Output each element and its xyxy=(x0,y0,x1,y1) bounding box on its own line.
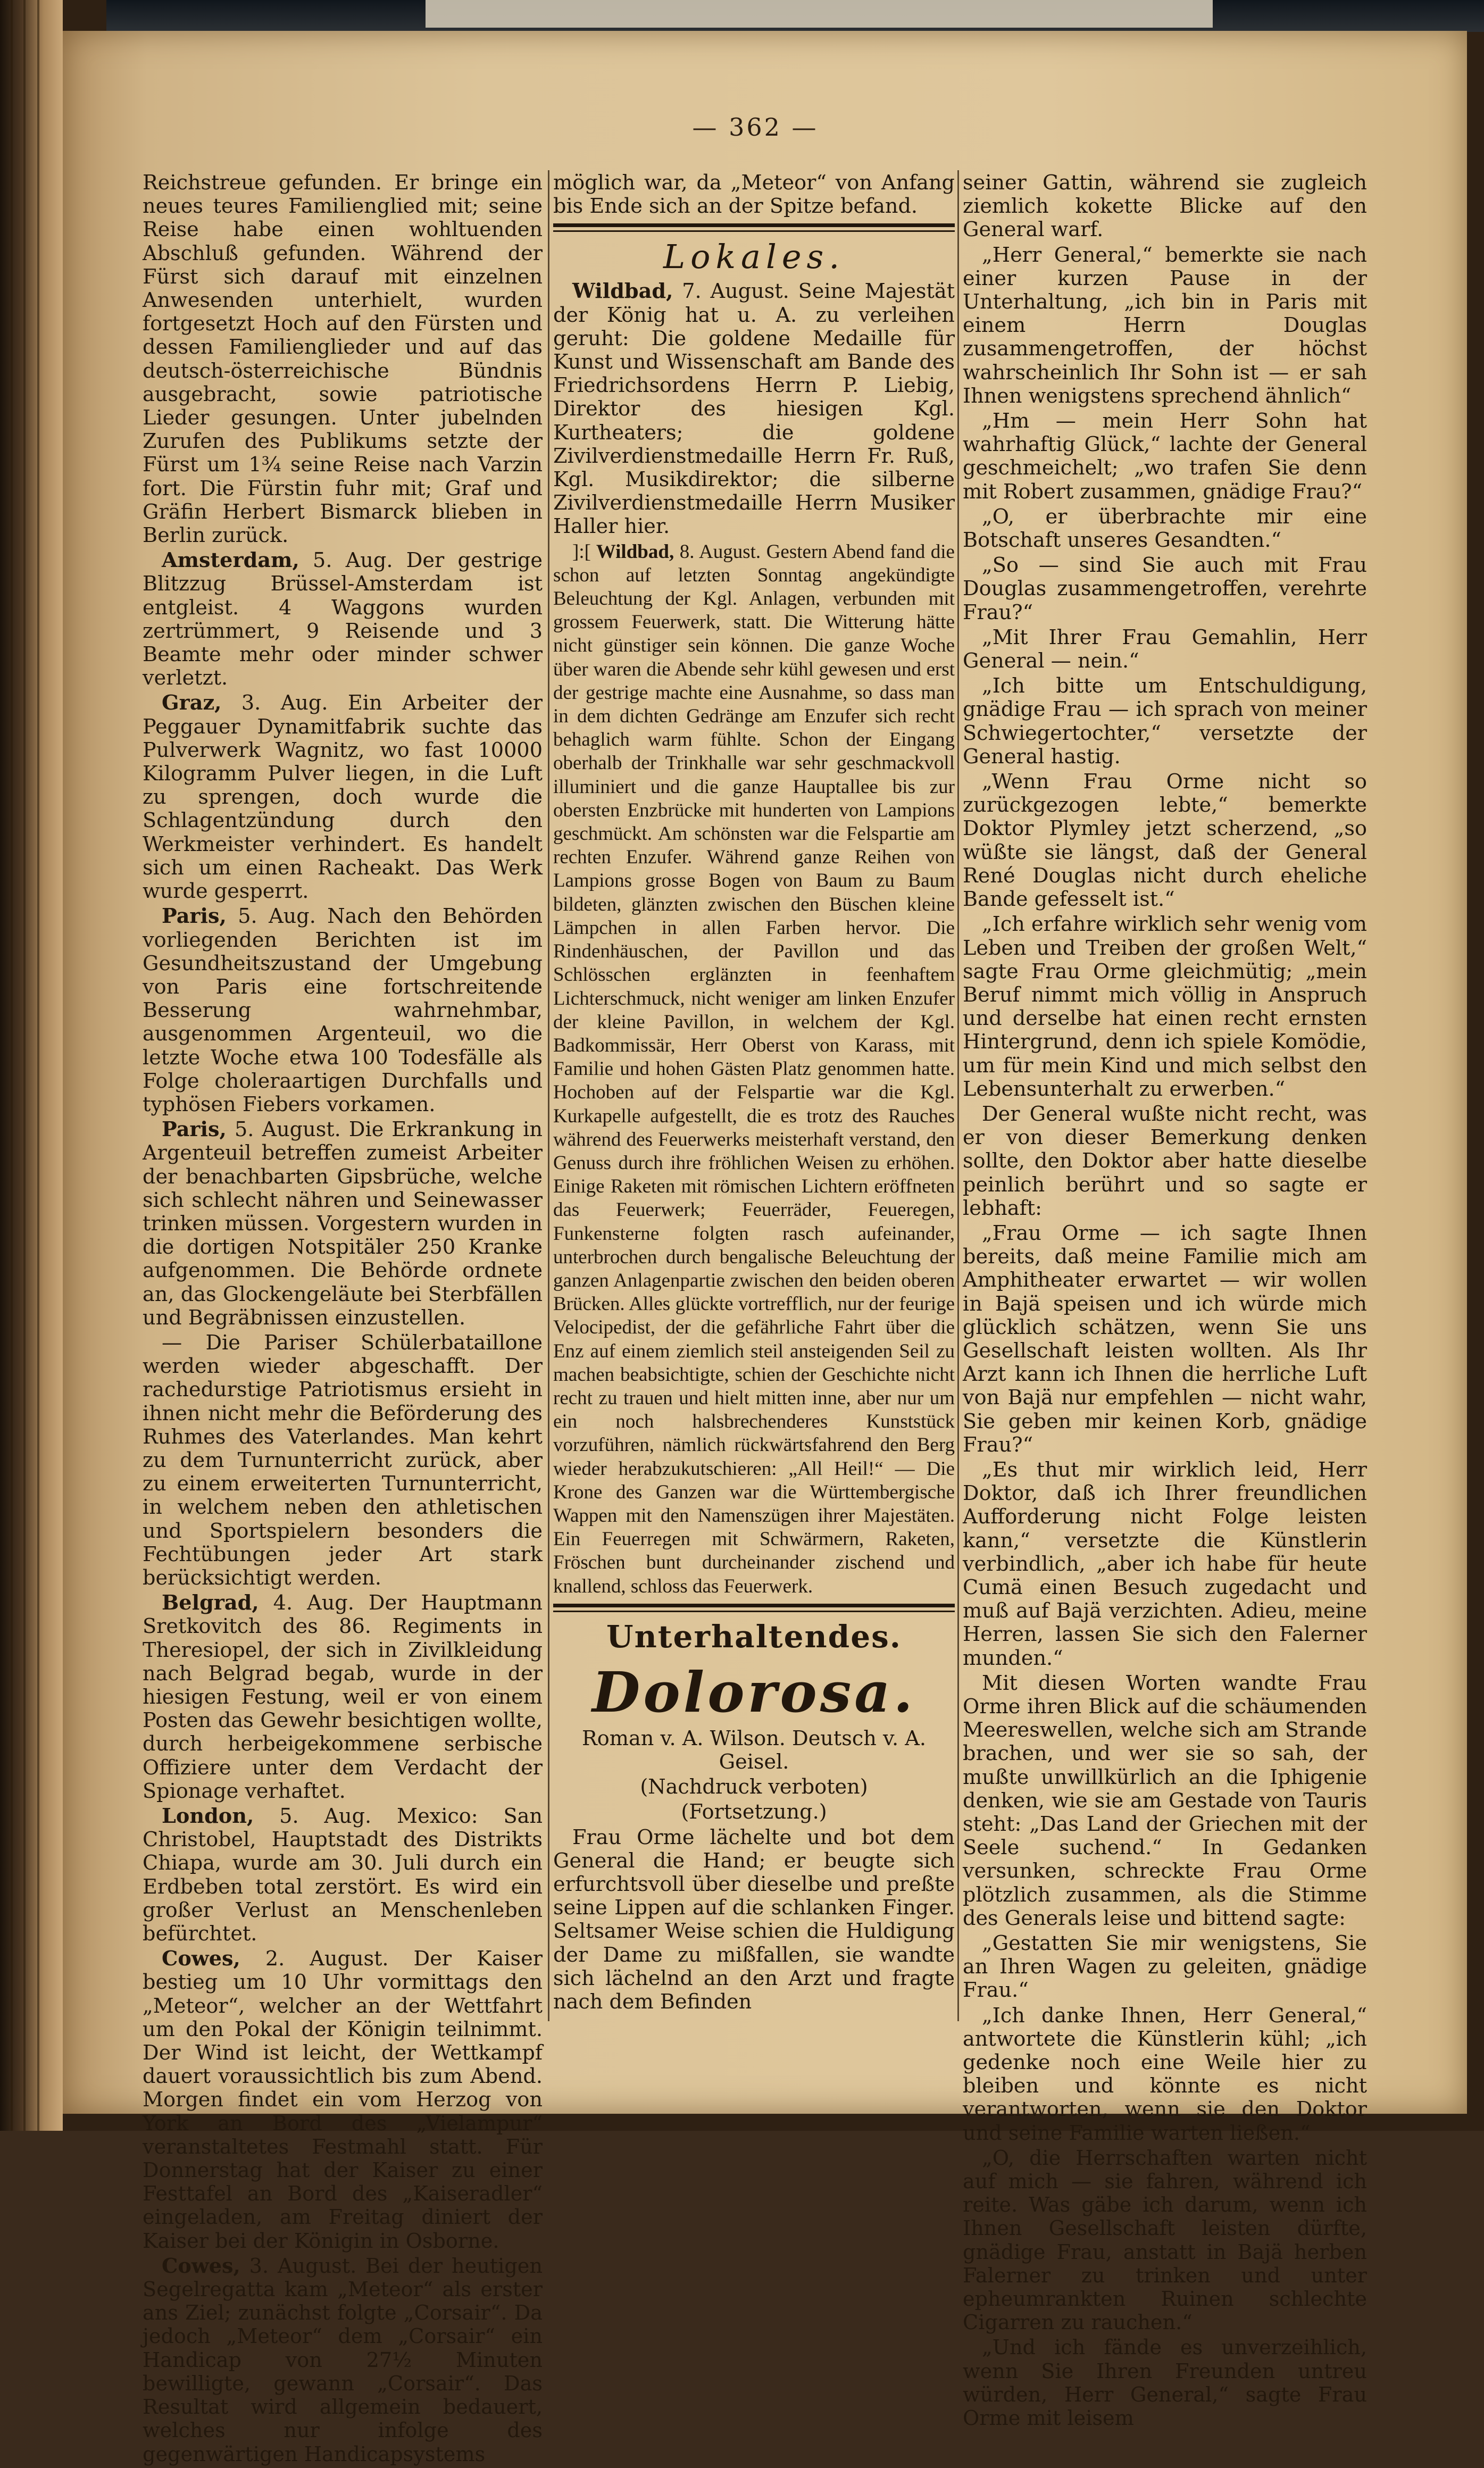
col3-paragraph: Mit diesen Worten wandte Frau Orme ihren Blick auf die schäumenden Meereswellen, welche sich am Strande brachen, und wer sie so sah, der mußte unwillkürlich an die Iphigenie denken, wie sie am Gestade von Tauris steht: „Das Land der Griechen mit der Seele suchend.“ In Gedanken versunken, schreckte Frau Orme plötzlich zusammen, als die Stimme des Generals leise und bittend sagte: xyxy=(963,1671,1367,1930)
paragraph-text: 4. Aug. Der Hauptmann Sretkovitch des 86. Regiments in Theresiopel, der sich in Zivilkleidung nach Belgrad begab, wurde in der hiesigen Festung, weil er von einem Posten das Gewehr besichtigen wollte, durch herbeigekommene serbische Offiziere unter dem Verdacht der Spionage verhaftet. xyxy=(143,1591,543,1803)
col2-top-paragraph: möglich war, da „Meteor“ von Anfang bis Ende sich an der Spitze befand. xyxy=(553,171,955,219)
novel-title: Dolorosa. xyxy=(592,1659,916,1725)
column-3 xyxy=(963,171,1367,2432)
col3-paragraph: „Ich danke Ihnen, Herr General,“ antwortete die Künstlerin kühl; „ich gedenke noch eine Weile hier zu bleiben und könnte es nicht verantworten, wenn sie den Doktor und seine Familie warten ließen.“ xyxy=(963,2004,1367,2145)
col3-paragraph: „Gestatten Sie mir wenigstens, Sie an Ihren Wagen zu geleiten, gnädige Frau.“ xyxy=(963,1932,1367,2003)
paragraph-text: 2. August. Der Kaiser bestieg um 10 Uhr vormittags den „Meteor“, welcher an der Wettfahrt um den Pokal der Königin teilnimmt. Der Wind ist leicht, der Wettkampf dauert voraussichtlich bis zum Abend. Morgen findet ein vom Herzog von York an Bord des „Vielampur“ veranstaltetes Festmahl statt. Für Donnerstag hat der Kaiser zu einer Festtafel an Bord des „Kaiseradler“ eingeladen, am Freitag diniert der Kaiser bei der Königin in Osborne. xyxy=(143,1947,543,2253)
col1-paragraph xyxy=(143,1947,543,2253)
col1-paragraph xyxy=(143,691,543,903)
col3-paragraph: „So — sind Sie auch mit Frau Douglas zusammengetroffen, verehrte Frau?“ xyxy=(963,554,1367,624)
col1-paragraph xyxy=(143,1118,543,1330)
dateline: Graz, xyxy=(162,691,222,715)
col1-paragraph xyxy=(143,1331,543,1590)
unterhaltendes-heading: Unterhaltendes. xyxy=(606,1618,902,1655)
dateline: Cowes, xyxy=(162,1947,240,1971)
section-rule xyxy=(553,223,955,227)
novel-paragraph: Frau Orme lächelte und bot dem General die Hand; er beugte sich erfurchtsvoll über dieselbe und preßte seine Lippen auf die schlanken Finger. Seltsamer Weise schien die Huldigung der Dame zu mißfallen, sie wandte sich lächelnd an den Arzt und fragte nach dem Befinden xyxy=(553,1825,955,2014)
col3-paragraph: „Herr General,“ bemerkte sie nach einer kurzen Pause in der Unterhaltung, „ich bin in Paris mit einem Herrn Douglas zusammengetroffen, der höchst wahrscheinlich Ihr Sohn ist — er sah Ihnen wenigstens sprechend ähnlich“ xyxy=(963,243,1367,408)
dateline: London, xyxy=(162,1804,254,1829)
col1-paragraph xyxy=(143,1805,543,1946)
wildbad-text: 7. August. Seine Majestät der König hat u. A. zu verleihen geruht: Die goldene Medaille für Kunst und Wissenschaft am Bande des Friedrichsordens Herrn P. Liebig, Direktor des hiesigen Kgl. Kurtheaters; die goldene Zivilverdienstmedaille Herrn Fr. Ruß, Kgl. Musikdirektor; die silberne Zivilverdienstmedaille Herrn Musiker Haller hier. xyxy=(553,280,955,539)
col3-paragraph: seiner Gattin, während sie zugleich ziemlich kokette Blicke auf den General warf. xyxy=(963,171,1367,242)
col3-paragraph: „Wenn Frau Orme nicht so zurückgezogen lebte,“ bemerkte Doktor Plymley jetzt scherzend, „so wüßte sie längst, daß der General René Douglas nicht durch eheliche Bande gefesselt ist.“ xyxy=(963,770,1367,912)
wildbad-item-1 xyxy=(553,280,955,538)
col3-paragraph: Der General wußte nicht recht, was er von dieser Bemerkung denken sollte, den Doktor aber hatte dieselbe peinlich berührt und so sagte er lebhaft: xyxy=(963,1102,1367,1220)
section-rule-2 xyxy=(553,1604,955,1607)
scan-top-edge xyxy=(106,0,1484,32)
wildbad-lead-2: Wildbad, xyxy=(590,540,674,563)
book-spine xyxy=(0,0,63,2131)
wildbad-text-2: 8. August. Gestern Abend fand die schon auf letzten Sonntag angekündigte Beleuchtung der Kgl. Anlagen, verbunden mit grossem Feuerwerk, statt. Die Witterung hätte nicht günstiger sein können. Die ganze Woche über waren die Abende sehr kühl gewesen und erst der gestrige machte eine Ausnahme, so dass man in dem dichten Gedränge am Enzufer sich recht behaglich warm fühlte. Schon der Eingang oberhalb der Trinkhalle war sehr geschmackvoll illuminiert und die ganze Hauptallee bis zur obersten Enzbrücke mit hunderten von Lampions geschmückt. Am schönsten war die Felspartie am rechten Enzufer. Während ganze Reihen von Lampions grosse Bogen von Baum zu Baum bildeten, glänzten zwischen den Büschen kleine Lämpchen in allen Farben hervor. Die Rindenhäuschen, der Pavillon und das Schlösschen erglänzten in feenhaftem Lichterschmuck, nicht weniger am linken Enzufer der kleine Pavillon, in welchem der Kgl. Badkommissär, Herr Oberst von Karass, mit Familie und hohen Gästen Platz genommen hatte. Hochoben auf der Felspartie war die Kgl. Kurkapelle aufgestellt, die es trotz des Rauches während des Feuerwerks meisterhaft verstand, den Genuss durch ihre fröhlichen Weisen zu erhöhen. Einige Raketen mit römischen Lichtern eröffneten das Feuerwerk; Feuerräder, Feueregen, Funkensterne folgten rasch aufeinander, unterbrochen durch bengalische Beleuchtung der ganzen Anlagenpartie zwischen den beiden oberen Brücken. Alles glückte vortrefflich, nur der feurige Velocipedist, der die gefährliche Fahrt über die Enz auf einem ziemlich steil ansteigenden Seil zu machen beabsichtigte, schien der Geschichte nicht recht zu trauen und hielt mitten inne, aber nur um ein noch halsbrechenderes Kunststück vorzuführen, nämlich rückwärtsfahrend den Berg wieder herabzukutschieren: „All Heil!“ — Die Krone des Ganzen war die Württembergische Wappen mit den Namenszügen ihrer Majestäten. Ein Feuerregen mit Schwärmern, Raketen, Fröschen bunt durcheinander zischend und knallend, schloss das Feuerwerk. xyxy=(553,540,955,1597)
col3-paragraph: „Ich erfahre wirklich sehr wenig vom Leben und Treiben der großen Welt,“ sagte Frau Orme gleichmütig; „mein Beruf nimmt mich völlig in Anspruch und derselbe hat einen recht ernsten Hintergrund, denn ich spiele Komödie, um für mein Kind und mich selbst den Lebensunterhalt zu erwerben.“ xyxy=(963,913,1367,1101)
column-divider-2 xyxy=(957,170,959,2021)
wildbad-item-2 xyxy=(553,540,955,1598)
col3-paragraph: „O, er überbrachte mir eine Botschaft unseres Gesandten.“ xyxy=(963,505,1367,553)
col1-paragraph xyxy=(143,2255,543,2466)
column-2 xyxy=(553,171,955,2015)
wildbad-mark: ]:[ xyxy=(572,540,591,563)
paragraph-text: Reichstreue gefunden. Er bringe ein neues teures Familienglied mit; seine Reise habe einen wohltuenden Abschluß gefunden. Während der Fürst sich darauf mit einzelnen Anwesenden unterhielt, wurden fortgesetzt Hoch auf den Fürsten und dessen Familienglieder und auf das deutsch-österreichische Bündnis ausgebracht, sowie patriotische Lieder gesungen. Unter jubelnden Zurufen des Publikums setzte der Fürst um 1¾ seine Reise nach Varzin fort. Die Fürstin fuhr mit; Graf und Gräfin Herbert Bismarck blieben in Berlin zurück. xyxy=(143,171,543,548)
paragraph-text: — Die Pariser Schülerbataillone werden wieder abgeschafft. Der rachedurstige Patriotismus ersieht in ihnen nicht mehr die Beförderung des Ruhmes des Vaterlandes. Man kehrt zu dem Turnunterricht zurück, aber zu einem erweiterten Turnunterricht, in welchem neben den athletischen und Sportspielern besonders die Fechtübungen jeder Art stark berücksichtigt werden. xyxy=(143,1331,543,1590)
novel-continuation: (Fortsetzung.) xyxy=(681,1800,827,1824)
novel-byline: Roman v. A. Wilson. Deutsch v. A. Geisel. xyxy=(581,1727,926,1774)
col3-paragraph: „Mit Ihrer Frau Gemahlin, Herr General — nein.“ xyxy=(963,626,1367,673)
page-number: — 362 — xyxy=(692,113,819,141)
col3-paragraph: „Hm — mein Herr Sohn hat wahrhaftig Glück,“ lachte der General geschmeichelt; „wo trafen Sie denn mit Robert zusammen, gnädige Frau?“ xyxy=(963,410,1367,504)
paper-scrap xyxy=(426,0,1213,28)
col1-paragraph xyxy=(143,1591,543,1803)
col1-paragraph xyxy=(143,549,543,690)
dateline: Paris, xyxy=(162,904,227,929)
dateline: Belgrad, xyxy=(162,1591,259,1615)
paragraph-text: 5. Aug. Mexico: San Christobel, Hauptstadt des Distrikts Chiapa, wurde am 30. Juli durch ein Erdbeben total zerstört. Es wird ein großer Verlust an Menschenleben befürchtet. xyxy=(143,1805,543,1946)
dateline: Paris, xyxy=(162,1118,227,1142)
wildbad-lead: Wildbad, xyxy=(572,279,673,304)
column-divider-1 xyxy=(548,170,549,2021)
col1-paragraph xyxy=(143,905,543,1116)
dateline: Amsterdam, xyxy=(162,548,299,573)
novel-note: (Nachdruck verboten) xyxy=(640,1775,868,1799)
section-rule-thin-2 xyxy=(553,1611,955,1612)
section-rule-thin xyxy=(553,230,955,232)
col3-paragraph: „O, die Herrschaften warten nicht auf mich — sie fahren, während ich reite. Was gäbe ich darum, wenn ich Ihnen Gesellschaft leisten dürfte, gnädige Frau, anstatt in Bajä herben Falerner zu trinken und unter epheumrankten Ruinen schlechte Cigarren zu rauchen.“ xyxy=(963,2146,1367,2335)
paragraph-text: 5. August. Die Erkrankung in Argenteuil betreffen zumeist Arbeiter der benachbarten Gipsbrüche, welche sich schlecht nähren und Seinewasser trinken müssen. Vorgestern wurden in die dortigen Notspitäler 250 Kranke aufgenommen. Die Behörde ordnete an, das Glockengeläute bei Sterbfällen und Begräbnissen einzustellen. xyxy=(143,1118,543,1330)
paragraph-text: 3. August. Bei der heutigen Segelregatta kam „Meteor“ als erster ans Ziel; zunächst folgte „Corsair“. Da jedoch „Meteor“ dem „Corsair“ ein Handicap von 27½ Minuten bewilligte, gewann „Corsair“. Das Resultat wird allgemein bedauert, welches nur infolge des gegenwärtigen Handicapsystems xyxy=(143,2254,543,2466)
paragraph-text: 5. Aug. Der gestrige Blitzzug Brüssel-Amsterdam ist entgleist. 4 Waggons wurden zertrümmert, 9 Reisende und 3 Beamte mehr oder minder schwer verletzt. xyxy=(143,549,543,690)
column-1 xyxy=(143,171,543,2468)
lokales-heading: Lokales. xyxy=(663,237,845,277)
col3-paragraph: „Frau Orme — ich sagte Ihnen bereits, daß meine Familie mich am Amphitheater erwartet — wir wollen in Bajä speisen und ich würde mich glücklich schätzen, wenn Sie uns Gesellschaft leisten wollten. Als Ihr Arzt kann ich Ihnen die herrliche Luft von Bajä nur empfehlen — nicht wahr, Sie geben mir keinen Korb, gnädige Frau?“ xyxy=(963,1221,1367,1457)
col3-paragraph: „Es thut mir wirklich leid, Herr Doktor, daß ich Ihrer freundlichen Aufforderung nicht Folge leisten kann,“ versetzte die Künstlerin verbindlich, „aber ich habe für heute Cumä einen Besuch zugedacht und muß auf Bajä verzichten. Adieu, meine Herren, lassen Sie sich den Falerner munden.“ xyxy=(963,1458,1367,1670)
col3-paragraph: „Ich bitte um Entschuldigung, gnädige Frau — ich sprach von meiner Schwiegertochter,“ versetzte der General hastig. xyxy=(963,674,1367,769)
col1-paragraph xyxy=(143,171,543,547)
paragraph-text: 5. Aug. Nach den Behörden vorliegenden Berichten ist im Gesundheitszustand der Umgebung von Paris eine fortschreitende Besserung wahrnehmbar, ausgenommen Argenteuil, wo die letzte Woche etwa 100 Todesfälle als Folge choleraartigen Durchfalls und typhösen Fiebers vorkamen. xyxy=(143,905,543,1116)
dateline: Cowes, xyxy=(162,2254,240,2278)
col3-paragraph: „Und ich fände es unverzeihlich, wenn Sie Ihren Freunden untreu würden, Herr General,“ sagte Frau Orme mit leisem xyxy=(963,2336,1367,2431)
paragraph-text: 3. Aug. Ein Arbeiter der Peggauer Dynamitfabrik suchte das Pulverwerk Wagnitz, wo fast 10000 Kilogramm Pulver liegen, in die Luft zu sprengen, doch wurde die Schlagentzündung durch den Werkmeister verhindert. Es handelt sich um einen Racheakt. Das Werk wurde gesperrt. xyxy=(143,691,543,904)
